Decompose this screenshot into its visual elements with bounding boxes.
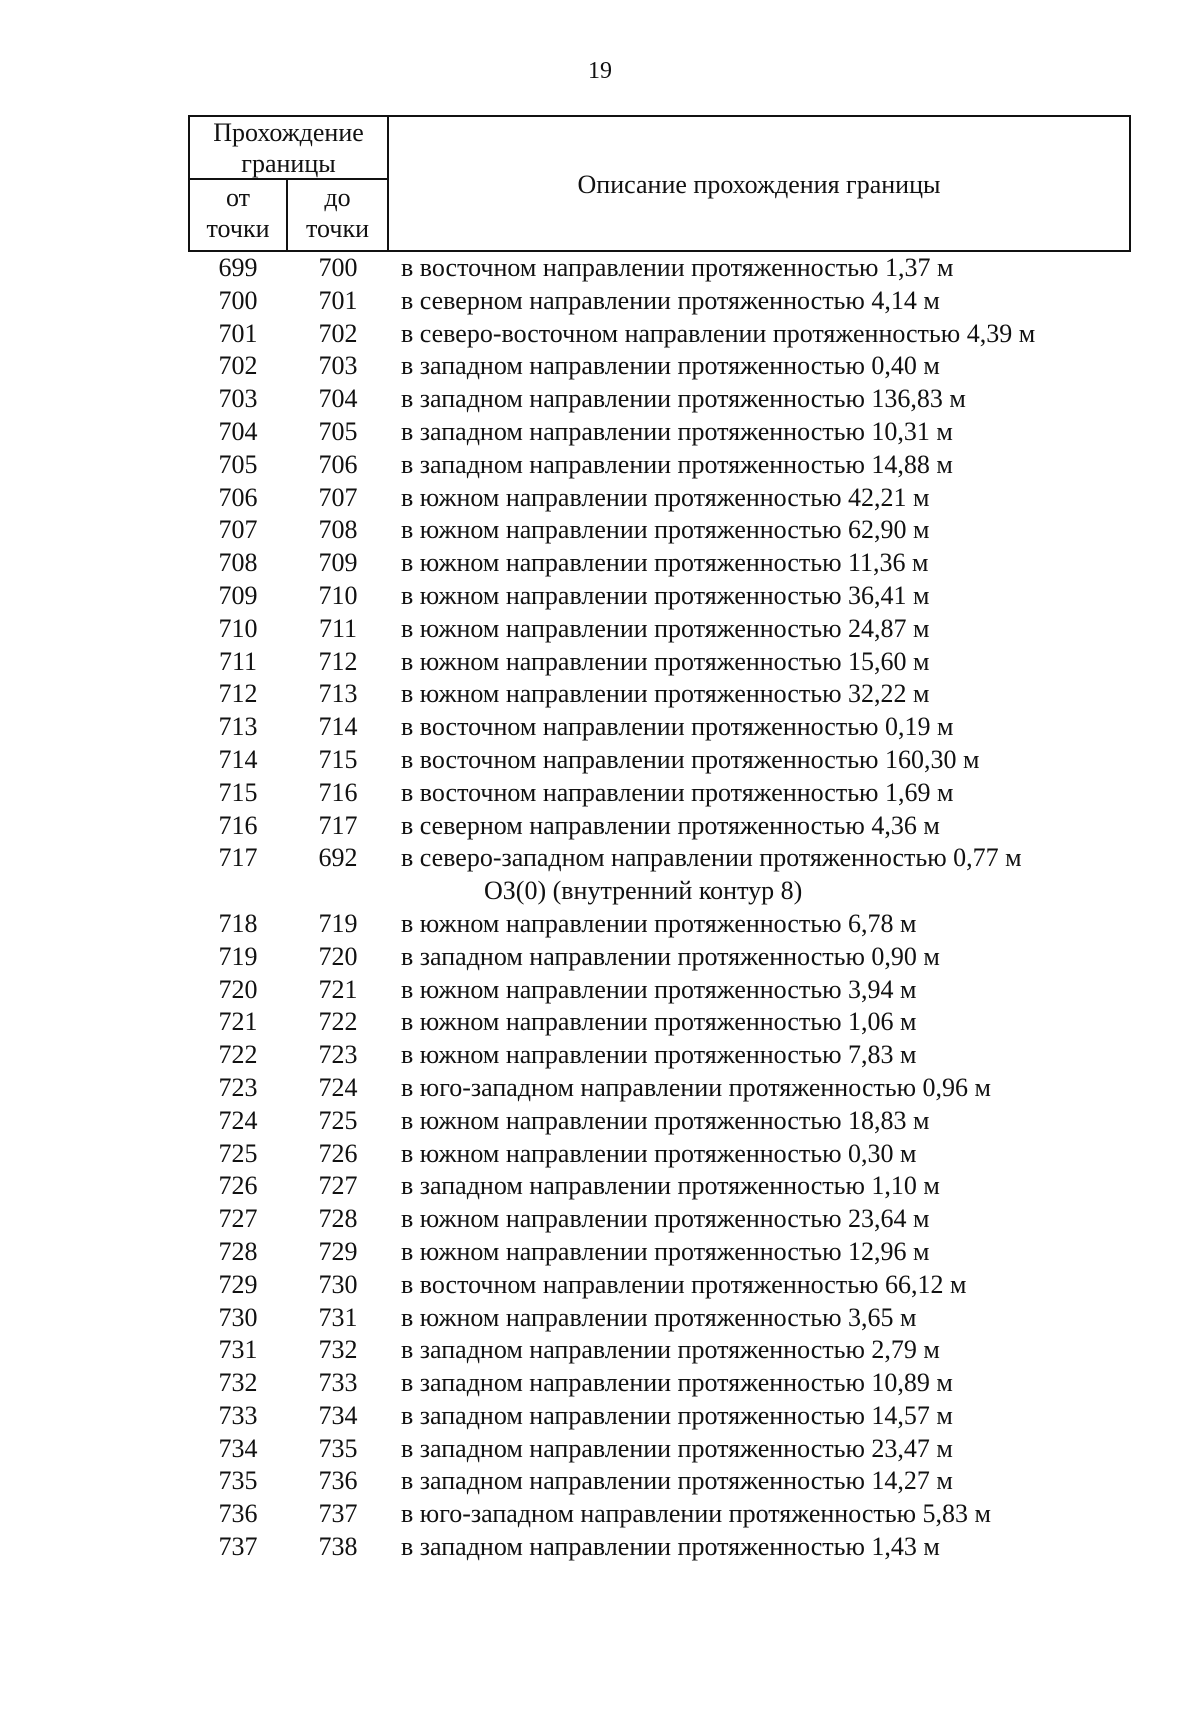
row-description: в западном направлении протяженностью 136,83 м — [401, 384, 966, 414]
section-title: ОЗ(0) (внутренний контур 8) — [484, 876, 803, 906]
row-point-to: 703 — [318, 351, 358, 381]
row-point-to: 704 — [318, 384, 358, 414]
table-row — [0, 1170, 1200, 1203]
header-to-line2: точки — [306, 214, 369, 243]
row-point-from: 732 — [218, 1368, 258, 1398]
row-point-from: 734 — [218, 1433, 258, 1463]
row-description: в южном направлении протяженностью 23,64 м — [401, 1204, 930, 1234]
row-point-to: 733 — [318, 1368, 358, 1398]
table-row — [0, 350, 1200, 383]
table-row — [0, 941, 1200, 974]
header-to — [288, 182, 387, 244]
row-point-from: 735 — [218, 1466, 258, 1496]
row-point-from: 731 — [218, 1335, 258, 1365]
row-description: в восточном направлении протяженностью 160,30 м — [401, 744, 980, 774]
header-group-title — [190, 117, 387, 179]
table-row — [0, 1006, 1200, 1039]
row-description: в западном направлении протяженностью 0,90 м — [401, 941, 940, 971]
table-row — [0, 678, 1200, 711]
row-point-from: 718 — [218, 908, 258, 938]
row-point-from: 726 — [218, 1171, 258, 1201]
table-row — [0, 1039, 1200, 1072]
table-row — [0, 580, 1200, 613]
row-description: в южном направлении протяженностью 3,65 м — [401, 1302, 917, 1332]
table-row — [0, 482, 1200, 515]
row-point-to: 692 — [318, 843, 358, 873]
row-description: в северо-восточном направлении протяженностью 4,39 м — [401, 318, 1036, 348]
row-description: в южном направлении протяженностью 7,83 м — [401, 1040, 917, 1070]
row-point-to: 729 — [318, 1236, 358, 1266]
row-description: в южном направлении протяженностью 24,87 м — [401, 613, 930, 643]
row-point-from: 713 — [218, 712, 258, 742]
row-point-from: 715 — [218, 777, 258, 807]
row-description: в южном направлении протяженностью 6,78 м — [401, 908, 917, 938]
row-description: в западном направлении протяженностью 14,57 м — [401, 1400, 953, 1430]
table-row — [0, 1138, 1200, 1171]
row-point-to: 715 — [318, 744, 358, 774]
row-description: в западном направлении протяженностью 0,40 м — [401, 351, 940, 381]
row-point-to: 727 — [318, 1171, 358, 1201]
row-point-to: 730 — [318, 1269, 358, 1299]
header-group-line2: границы — [241, 149, 336, 178]
table-row — [0, 1105, 1200, 1138]
table-row — [0, 1236, 1200, 1269]
row-point-to: 731 — [318, 1302, 358, 1332]
row-point-from: 709 — [218, 580, 258, 610]
row-point-to: 725 — [318, 1105, 358, 1135]
table-row — [0, 1269, 1200, 1302]
header-group-line1: Прохождение — [213, 118, 364, 147]
row-point-from: 733 — [218, 1400, 258, 1430]
row-point-to: 736 — [318, 1466, 358, 1496]
row-point-to: 721 — [318, 974, 358, 1004]
row-point-to: 734 — [318, 1400, 358, 1430]
header-from-line1: от — [225, 183, 251, 212]
table-row — [0, 416, 1200, 449]
row-point-from: 702 — [218, 351, 258, 381]
row-point-from: 711 — [218, 646, 258, 676]
table-row — [0, 1498, 1200, 1531]
row-point-to: 705 — [318, 416, 358, 446]
row-point-from: 725 — [218, 1138, 258, 1168]
row-point-from: 706 — [218, 482, 258, 512]
table-row — [0, 1465, 1200, 1498]
row-point-to: 732 — [318, 1335, 358, 1365]
row-point-to: 708 — [318, 515, 358, 545]
table-row — [0, 1400, 1200, 1433]
row-point-from: 723 — [218, 1072, 258, 1102]
row-description: в восточном направлении протяженностью 1,37 м — [401, 253, 954, 282]
row-description: в южном направлении протяженностью 15,60 м — [401, 646, 930, 676]
header-from-line2: точки — [206, 214, 270, 243]
row-point-from: 717 — [218, 843, 258, 873]
row-point-from: 730 — [218, 1302, 258, 1332]
row-point-to: 706 — [318, 449, 358, 479]
row-description: в западном направлении протяженностью 2,79 м — [401, 1335, 940, 1365]
row-point-from: 703 — [218, 384, 258, 414]
row-point-from: 699 — [218, 253, 258, 282]
row-description: в западном направлении протяженностью 14,27 м — [401, 1466, 953, 1496]
row-description: в южном направлении протяженностью 36,41 м — [401, 580, 930, 610]
row-description: в северном направлении протяженностью 4,36 м — [401, 810, 940, 840]
table-row — [0, 318, 1200, 351]
row-point-from: 728 — [218, 1236, 258, 1266]
row-point-from: 705 — [218, 449, 258, 479]
row-point-to: 737 — [318, 1499, 358, 1529]
row-description: в западном направлении протяженностью 1,10 м — [401, 1171, 940, 1201]
header-from — [190, 182, 286, 244]
row-point-to: 711 — [318, 613, 358, 643]
row-description: в южном направлении протяженностью 12,96 м — [401, 1236, 930, 1266]
table-row — [0, 711, 1200, 744]
row-description: в восточном направлении протяженностью 66,12 м — [401, 1269, 967, 1299]
table-row — [0, 514, 1200, 547]
row-description: в западном направлении протяженностью 10,89 м — [401, 1368, 953, 1398]
row-point-from: 700 — [218, 285, 258, 315]
row-description: в западном направлении протяженностью 10,31 м — [401, 416, 953, 446]
row-point-to: 720 — [318, 941, 358, 971]
row-description: в восточном направлении протяженностью 1,69 м — [401, 777, 954, 807]
table-row — [0, 908, 1200, 941]
header-to-line1: до — [324, 183, 351, 212]
row-point-to: 719 — [318, 908, 358, 938]
row-point-to: 712 — [318, 646, 358, 676]
row-point-from: 719 — [218, 941, 258, 971]
row-point-to: 700 — [318, 253, 358, 282]
row-point-from: 729 — [218, 1269, 258, 1299]
table-row — [0, 1334, 1200, 1367]
table-row — [0, 547, 1200, 580]
boundary-table-body — [0, 252, 1200, 1564]
table-row — [0, 383, 1200, 416]
section-title-row — [0, 875, 1200, 908]
row-description: в западном направлении протяженностью 14,88 м — [401, 449, 953, 479]
row-point-from: 716 — [218, 810, 258, 840]
table-row — [0, 1203, 1200, 1236]
row-point-from: 704 — [218, 416, 258, 446]
row-description: в южном направлении протяженностью 42,21 м — [401, 482, 930, 512]
row-point-to: 701 — [318, 285, 358, 315]
row-point-to: 707 — [318, 482, 358, 512]
row-point-from: 722 — [218, 1040, 258, 1070]
row-point-to: 714 — [318, 712, 358, 742]
row-description: в южном направлении протяженностью 11,36 м — [401, 548, 929, 578]
row-description: в западном направлении протяженностью 1,43 м — [401, 1532, 940, 1562]
row-description: в южном направлении протяженностью 3,94 м — [401, 974, 917, 1004]
row-point-to: 722 — [318, 1007, 358, 1037]
row-point-to: 728 — [318, 1204, 358, 1234]
table-row — [0, 1531, 1200, 1564]
table-row — [0, 777, 1200, 810]
row-point-from: 737 — [218, 1532, 258, 1562]
table-row — [0, 842, 1200, 875]
row-point-to: 710 — [318, 580, 358, 610]
row-point-to: 713 — [318, 679, 358, 709]
row-point-from: 701 — [218, 318, 258, 348]
table-row — [0, 1367, 1200, 1400]
row-point-to: 724 — [318, 1072, 358, 1102]
row-point-to: 717 — [318, 810, 358, 840]
row-point-from: 736 — [218, 1499, 258, 1529]
row-description: в восточном направлении протяженностью 0,19 м — [401, 712, 954, 742]
table-row — [0, 1072, 1200, 1105]
row-point-to: 723 — [318, 1040, 358, 1070]
row-point-from: 712 — [218, 679, 258, 709]
row-description: в западном направлении протяженностью 23,47 м — [401, 1433, 953, 1463]
row-description: в юго-западном направлении протяженностью 0,96 м — [401, 1072, 991, 1102]
row-point-to: 735 — [318, 1433, 358, 1463]
table-row — [0, 613, 1200, 646]
row-point-from: 724 — [218, 1105, 258, 1135]
page-number: 19 — [588, 58, 612, 84]
table-row — [0, 252, 1200, 285]
row-point-from: 710 — [218, 613, 258, 643]
row-point-to: 709 — [318, 548, 358, 578]
table-row — [0, 810, 1200, 843]
row-description: в южном направлении протяженностью 1,06 м — [401, 1007, 917, 1037]
row-description: в южном направлении протяженностью 18,83 м — [401, 1105, 930, 1135]
row-point-to: 702 — [318, 318, 358, 348]
row-description: в северном направлении протяженностью 4,14 м — [401, 285, 940, 315]
table-row — [0, 285, 1200, 318]
header-description: Описание прохождения границы — [577, 170, 941, 199]
row-point-from: 721 — [218, 1007, 258, 1037]
table-header — [188, 115, 1131, 252]
table-row — [0, 1433, 1200, 1466]
table-row — [0, 646, 1200, 679]
row-description: в южном направлении протяженностью 62,90 м — [401, 515, 930, 545]
row-description: в северо-западном направлении протяженностью 0,77 м — [401, 843, 1022, 873]
row-point-from: 714 — [218, 744, 258, 774]
table-row — [0, 974, 1200, 1007]
row-description: в юго-западном направлении протяженностью 5,83 м — [401, 1499, 991, 1529]
row-point-from: 707 — [218, 515, 258, 545]
row-point-from: 727 — [218, 1204, 258, 1234]
row-point-to: 716 — [318, 777, 358, 807]
row-point-from: 720 — [218, 974, 258, 1004]
row-point-to: 738 — [318, 1532, 358, 1562]
table-row — [0, 1302, 1200, 1335]
row-description: в южном направлении протяженностью 32,22 м — [401, 679, 930, 709]
row-description: в южном направлении протяженностью 0,30 м — [401, 1138, 917, 1168]
row-point-from: 708 — [218, 548, 258, 578]
table-row — [0, 449, 1200, 482]
row-point-to: 726 — [318, 1138, 358, 1168]
table-row — [0, 744, 1200, 777]
